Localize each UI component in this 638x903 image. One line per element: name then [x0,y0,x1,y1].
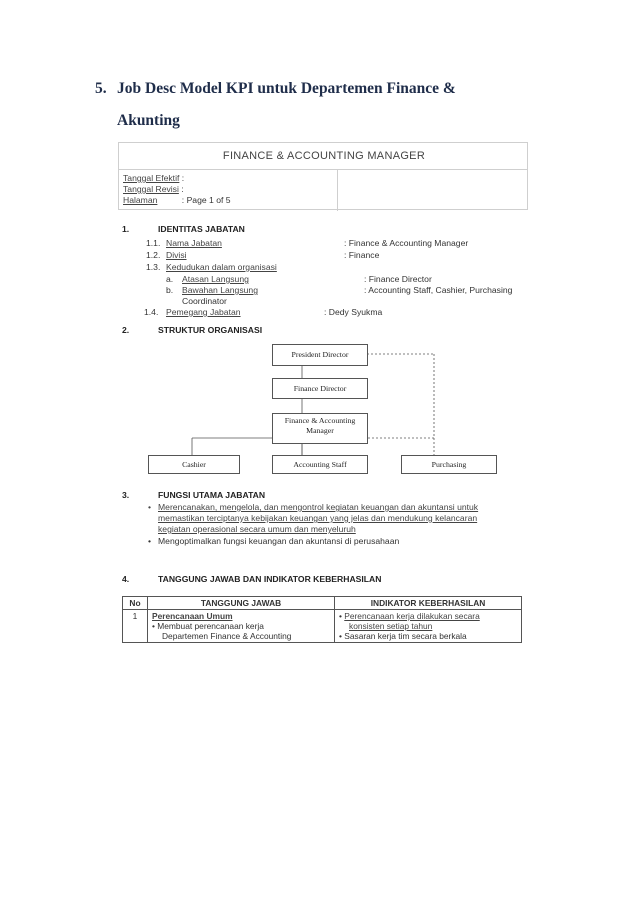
indicator-text: • Perencanaan kerja dilakukan secara [339,611,480,621]
identity-value: : Finance Director [364,274,432,284]
identity-label: Kedudukan dalam organisasi [166,262,277,272]
meta-value: : [181,173,185,183]
identity-value: : Dedy Syukma [324,307,383,317]
identity-num: 1.2. [146,250,161,260]
meta-value: : Page 1 of 5 [181,195,231,205]
identity-label: Coordinator [182,296,227,306]
section1-number: 1. [122,224,130,234]
org-box-finance-director: Finance Director [272,378,368,399]
identity-label: Divisi [166,250,187,260]
meta-label: Tanggal Revisi [123,184,179,194]
table-header: TANGGUNG JAWAB [148,597,335,610]
identity-label: Pemegang Jabatan [166,307,241,317]
identity-label: Atasan Langsung [182,274,249,284]
org-manager-line2: Manager [306,426,334,435]
identity-label: Nama Jabatan [166,238,222,248]
org-box-manager [272,413,368,444]
identity-value: : Finance [344,250,380,260]
table-row [123,610,522,643]
section3-number: 3. [122,490,130,500]
indicator-text: • Sasaran kerja tim secara berkala [339,631,467,641]
meta-label: Tanggal Efektif [123,173,180,183]
section-heading-line1: Job Desc Model KPI untuk Departemen Finance & [117,80,456,97]
identity-value: : Finance & Accounting Manager [344,238,469,248]
table-header-row [123,597,522,610]
section-heading-line2: Akunting [117,112,180,129]
identity-num: 1.4. [144,307,159,317]
section4-title: TANGGUNG JAWAB DAN INDIKATOR KEBERHASILAN [158,574,382,584]
org-box-accounting-staff: Accounting Staff [272,455,368,474]
org-box-purchasing: Purchasing [401,455,497,474]
table-header: No [123,597,148,610]
job-description-document [118,142,528,646]
indicator-text: konsisten setiap tahun [349,621,433,631]
section1-title: IDENTITAS JABATAN [158,224,245,234]
responsibility-text: Departemen Finance & Accounting [162,631,292,641]
section4-number: 4. [122,574,130,584]
identity-value: : Accounting Staff, Cashier, Purchasing [364,285,513,295]
table-cell-indicator [335,610,522,643]
function-bullet-cont: kegiatan operasional secara umum dan menyeluruh [158,524,356,534]
org-box-president: President Director [272,344,368,366]
identity-num: b. [166,285,174,295]
document-title: FINANCE & ACCOUNTING MANAGER [119,143,528,170]
section-number: 5. [95,80,107,97]
responsibility-table [122,596,522,643]
responsibility-title: Perencanaan Umum [152,611,233,621]
identity-num: a. [166,274,174,284]
org-manager-line1: Finance & Accounting [284,416,356,425]
table-cell-no: 1 [123,610,148,643]
table-cell-responsibility [148,610,335,643]
meta-value: : [181,184,184,194]
function-bullet: • Mengoptimalkan fungsi keuangan dan akuntansi di perusahaan [158,536,399,546]
responsibility-text: • Membuat perencanaan kerja [152,621,264,631]
identity-num: 1.3. [146,262,161,272]
table-header: INDIKATOR KEBERHASILAN [335,597,522,610]
section2-title: STRUKTUR ORGANISASI [158,325,263,335]
section3-title: FUNGSI UTAMA JABATAN [158,490,266,500]
identity-num: 1.1. [146,238,161,248]
function-bullet: • Merencanakan, mengelola, dan mengontrol kegiatan keuangan dan akuntansi untuk [158,502,478,512]
org-box-cashier: Cashier [148,455,240,474]
meta-label: Halaman [123,195,158,205]
identity-label: Bawahan Langsung [182,285,258,295]
function-bullet-cont: memastikan terciptanya kebijakan keuangan yang jelas dan mendukung kelancaran [158,513,478,523]
section2-number: 2. [122,325,130,335]
